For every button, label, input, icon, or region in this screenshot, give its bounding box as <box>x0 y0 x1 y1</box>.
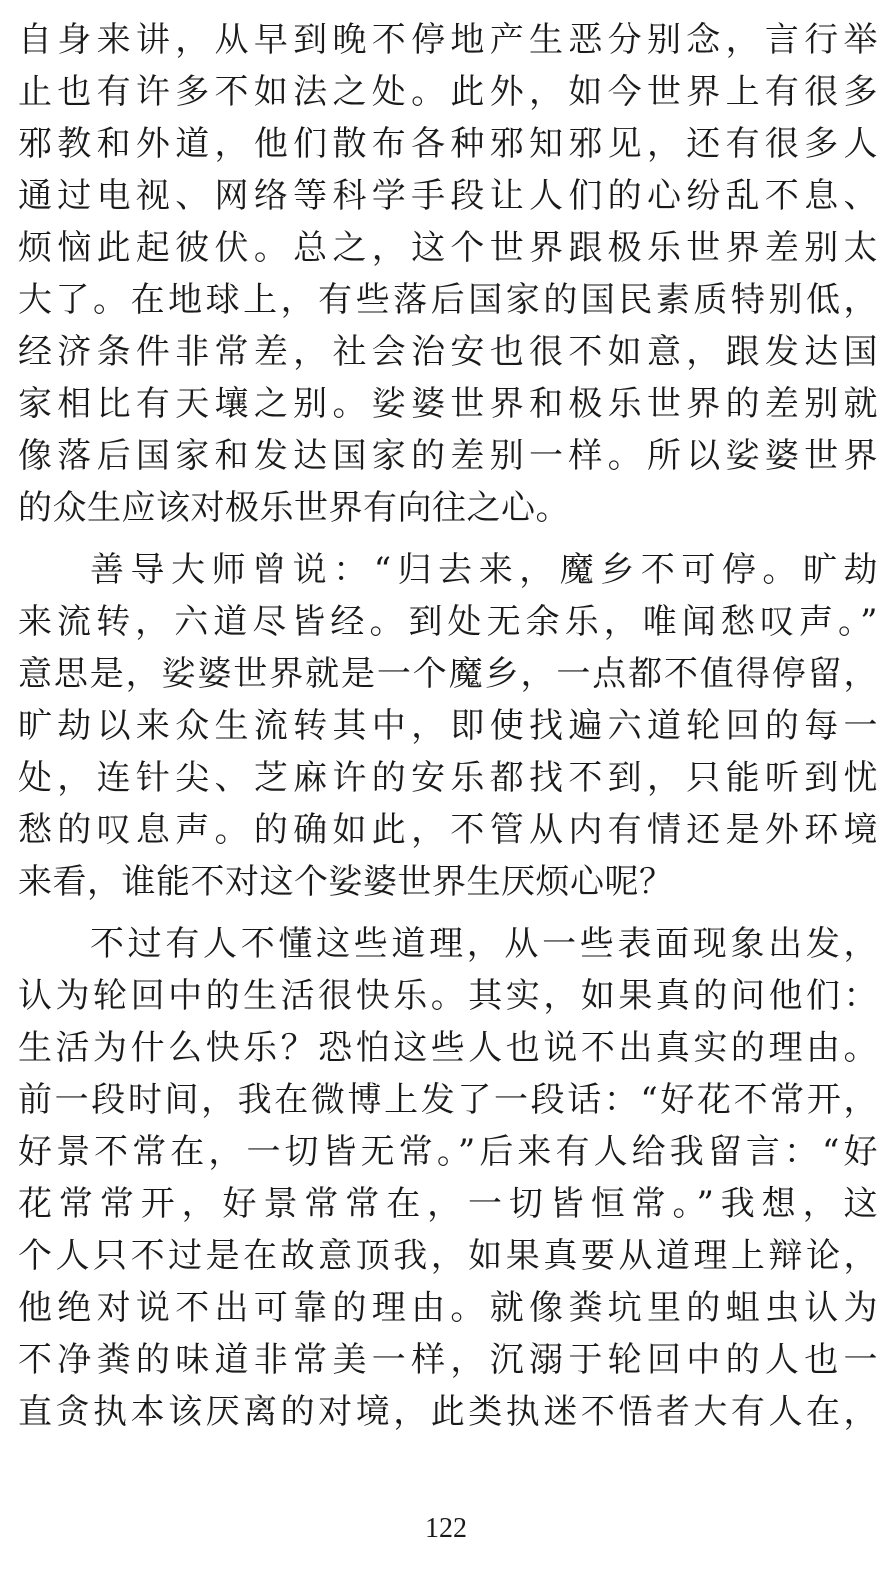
text-line: 旷劫以来众生流转其中，即使找遍六道轮回的每一 <box>18 706 878 746</box>
text-line: 自身来讲，从早到晚不停地产生恶分别念，言行举 <box>18 20 878 60</box>
paragraph <box>18 918 878 1438</box>
text-line: 愁的叹息声。的确如此，不管从内有情还是外环境 <box>18 810 878 850</box>
text-line: 前一段时间，我在微博上发了一段话：“好花不常开， <box>18 1080 878 1120</box>
text-line: 直贪执本该厌离的对境，此类执迷不悟者大有人在， <box>18 1392 878 1432</box>
text-line: 经济条件非常差，社会治安也很不如意，跟发达国 <box>18 332 878 372</box>
text-line: 来看，谁能不对这个娑婆世界生厌烦心呢？ <box>18 862 674 902</box>
text-line: 通过电视、网络等科学手段让人们的心纷乱不息、 <box>18 176 878 216</box>
text-line: 好景不常在，一切皆无常。”后来有人给我留言：“好 <box>18 1132 878 1172</box>
page-number: 122 <box>425 1513 467 1544</box>
text-line: 他绝对说不出可靠的理由。就像粪坑里的蛆虫认为 <box>18 1288 878 1328</box>
body-text <box>18 14 878 1438</box>
text-line: 花常常开，好景常常在，一切皆恒常。”我想，这 <box>18 1184 878 1224</box>
text-line: 家相比有天壤之别。娑婆世界和极乐世界的差别就 <box>18 384 878 424</box>
paragraph <box>18 14 878 534</box>
text-line: 认为轮回中的生活很快乐。其实，如果真的问他们： <box>18 976 878 1016</box>
text-line: 烦恼此起彼伏。总之，这个世界跟极乐世界差别太 <box>18 228 878 268</box>
text-line: 处，连针尖、芝麻许的安乐都找不到，只能听到忧 <box>18 758 878 798</box>
paragraph <box>18 544 878 908</box>
text-line: 止也有许多不如法之处。此外，如今世界上有很多 <box>18 72 878 112</box>
text-line: 生活为什么快乐？恐怕这些人也说不出真实的理由。 <box>18 1028 878 1068</box>
text-line: 善导大师曾说：“归去来，魔乡不可停。旷劫 <box>90 550 878 590</box>
text-line: 像落后国家和发达国家的差别一样。所以娑婆世界 <box>18 436 878 476</box>
text-line: 大了。在地球上，有些落后国家的国民素质特别低， <box>18 280 878 320</box>
text-line: 意思是，娑婆世界就是一个魔乡，一点都不值得停留， <box>18 654 878 694</box>
text-line: 不净粪的味道非常美一样，沉溺于轮回中的人也一 <box>18 1340 878 1380</box>
text-line: 的众生应该对极乐世界有向往之心。 <box>18 488 570 528</box>
text-line: 来流转，六道尽皆经。到处无余乐，唯闻愁叹声。” <box>18 602 878 642</box>
text-line: 邪教和外道，他们散布各种邪知邪见，还有很多人 <box>18 124 878 164</box>
text-line: 个人只不过是在故意顶我，如果真要从道理上辩论， <box>18 1236 878 1276</box>
text-line: 不过有人不懂这些道理，从一些表面现象出发， <box>90 924 878 964</box>
